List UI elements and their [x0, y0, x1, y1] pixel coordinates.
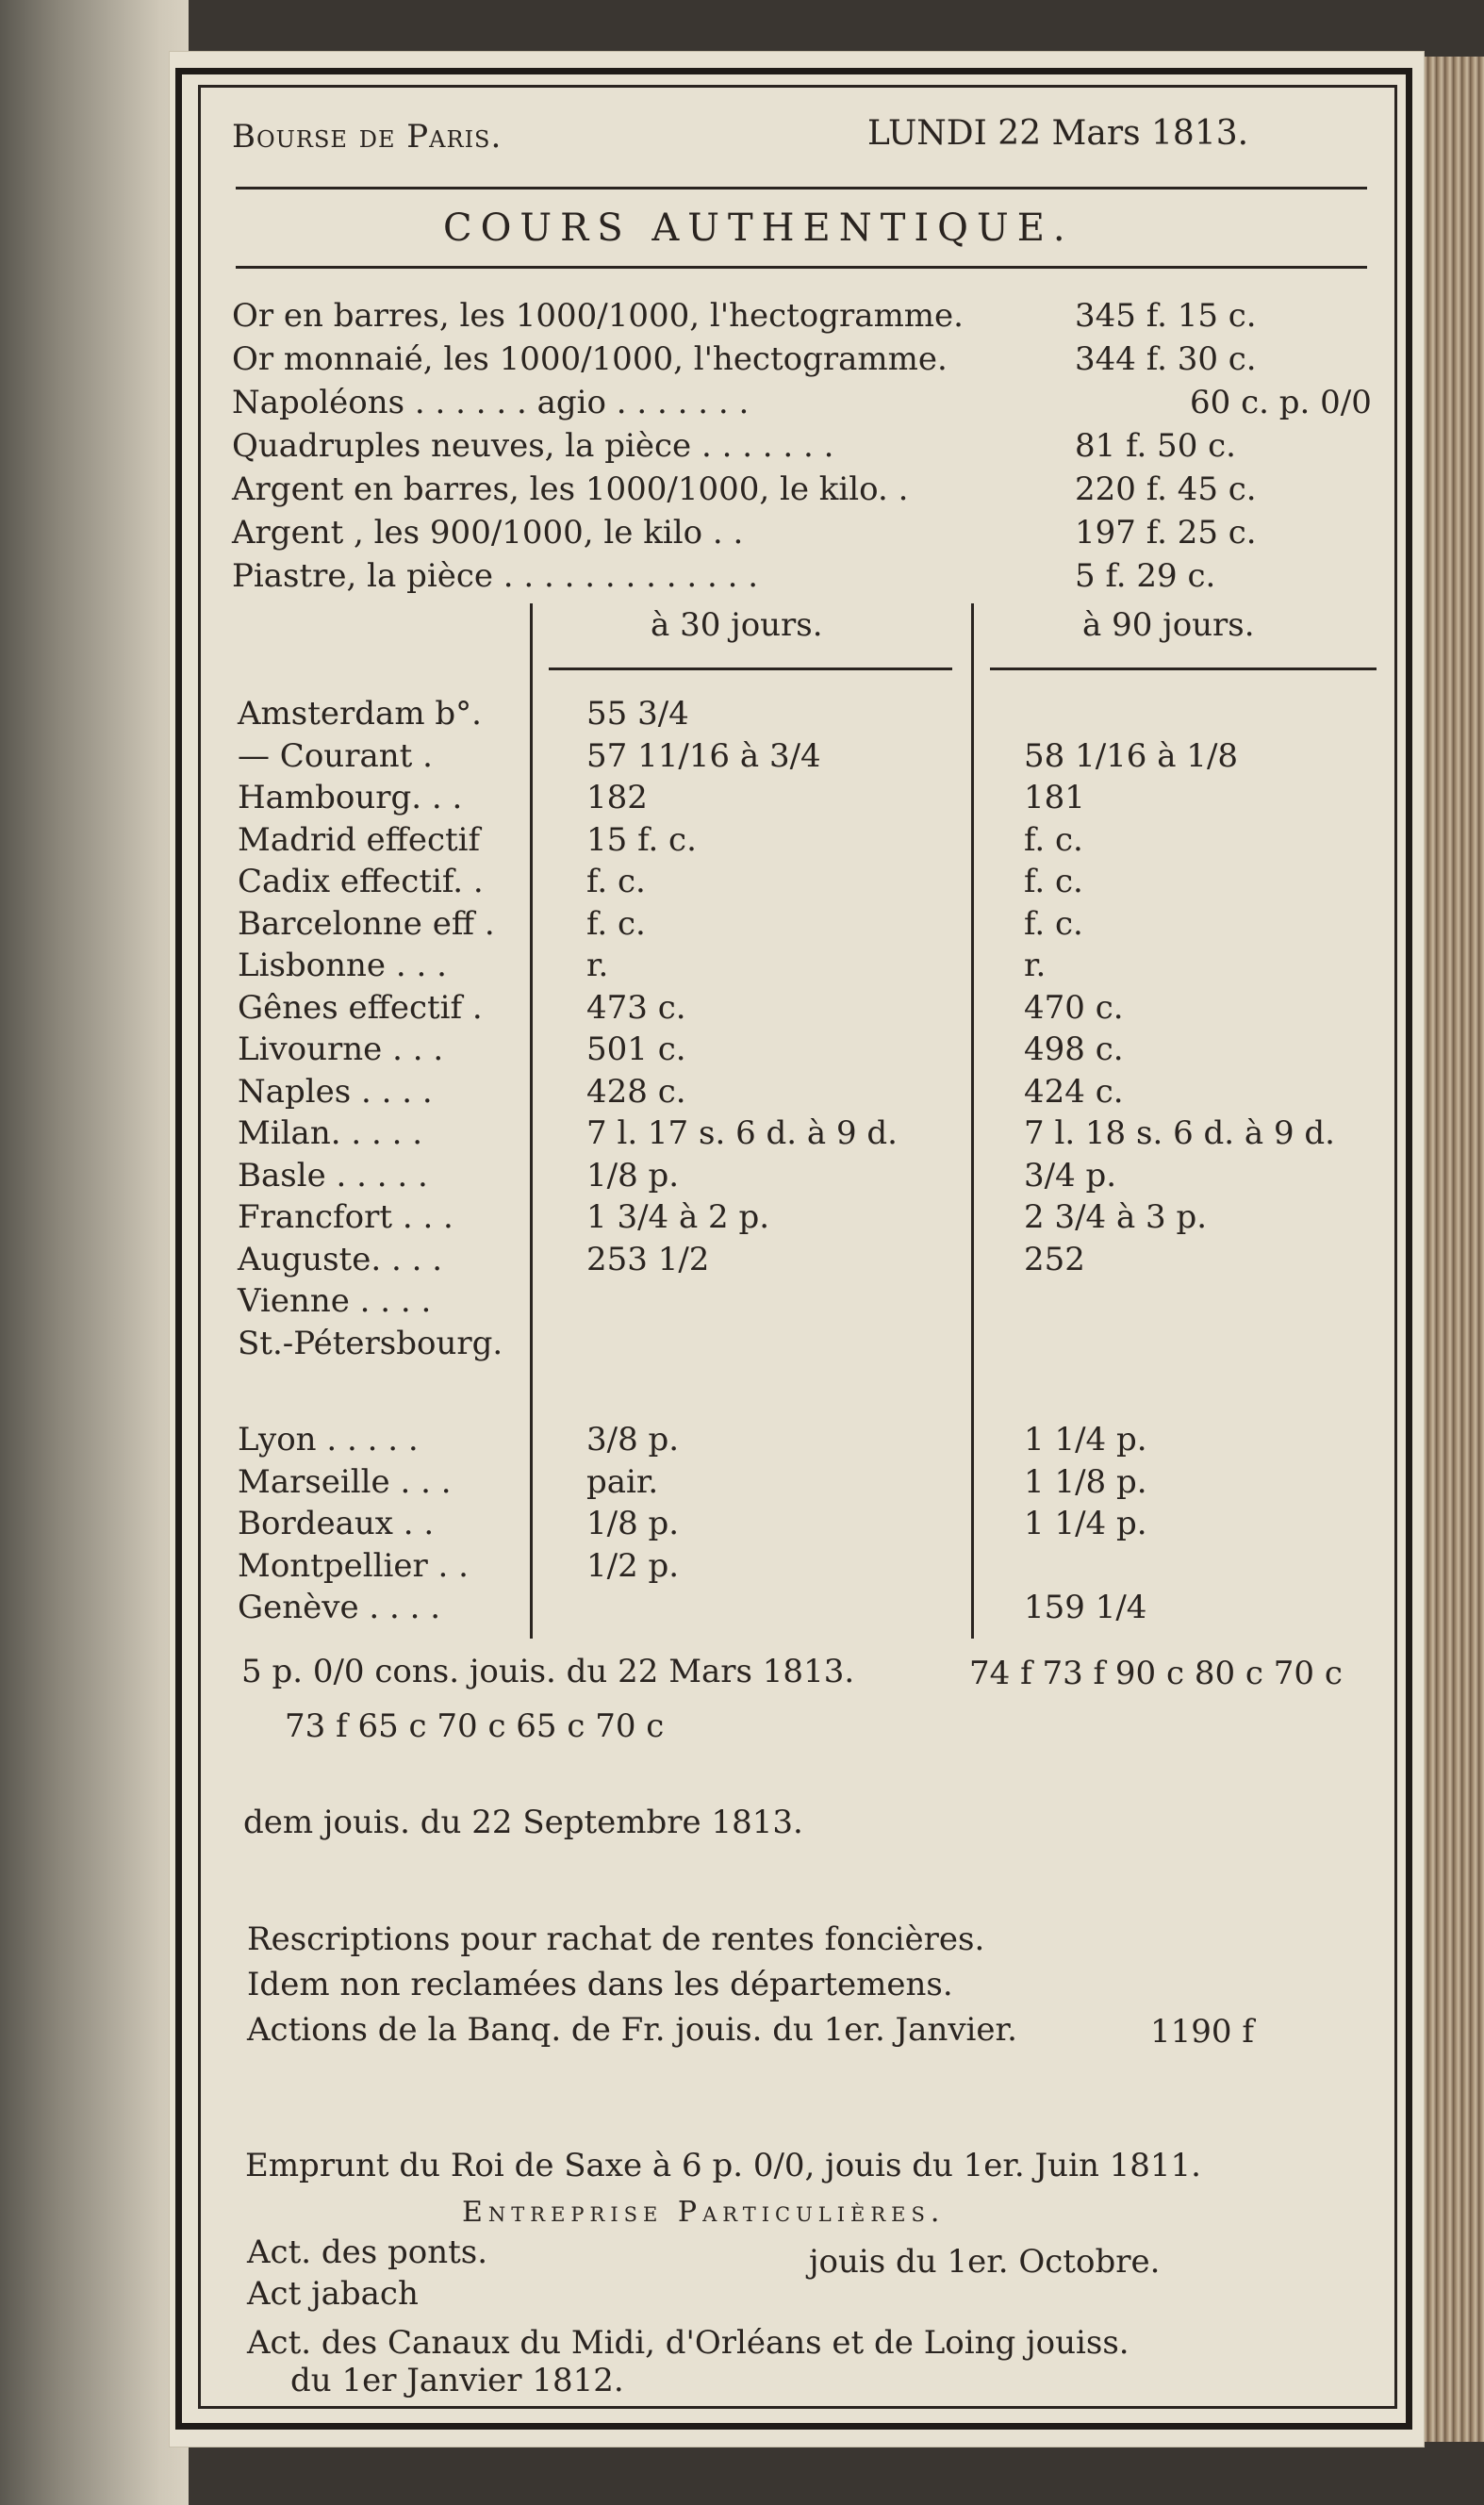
exchange-90-days: f. c.: [1024, 904, 1083, 943]
exchange-90-days: 470 c.: [1024, 988, 1124, 1027]
exchange-30-days: 1/8 p.: [586, 1505, 680, 1542]
rentes-values-2: 73 f 65 c 70 c 65 c 70 c: [285, 1707, 665, 1745]
rentes-values-1: 74 f 73 f 90 c 80 c 70 c: [969, 1655, 1343, 1692]
exchange-place: Naples . . . .: [238, 1072, 433, 1111]
exchange-30-days: 7 l. 17 s. 6 d. à 9 d.: [586, 1114, 898, 1152]
exchange-90-days: 7 l. 18 s. 6 d. à 9 d.: [1024, 1114, 1335, 1152]
exchange-place: Francfort . . .: [238, 1198, 453, 1236]
idem-line: Idem non reclamées dans les départemens.: [247, 1966, 953, 2003]
metal-value: 344 f. 30 c.: [1075, 340, 1257, 378]
exchange-place: Barcelonne eff .: [238, 904, 495, 943]
exchange-90-days: f. c.: [1024, 820, 1083, 859]
rentes-idem: dem jouis. du 22 Septembre 1813.: [243, 1804, 803, 1841]
metal-value: 81 f. 50 c.: [1075, 427, 1236, 465]
exchange-30-days: 182: [586, 779, 648, 816]
header-rule: [236, 187, 1367, 190]
exchange-place: Bordeaux . .: [238, 1505, 435, 1542]
metal-label: Napoléons . . . . . . agio . . . . . . .: [232, 384, 750, 421]
col-30-header: à 30 jours.: [651, 606, 823, 644]
metal-value: 60 c. p. 0/0: [1190, 384, 1372, 421]
exchange-place: Hambourg. . .: [238, 779, 463, 816]
exchange-90-days: 1 1/4 p.: [1024, 1421, 1147, 1459]
col-90-header: à 90 jours.: [1082, 606, 1255, 644]
exchange-30-days: 1 3/4 à 2 p.: [586, 1198, 770, 1236]
exchange-90-days: f. c.: [1024, 863, 1083, 900]
col-30-rule: [549, 667, 952, 670]
exchange-30-days: 1/8 p.: [586, 1156, 680, 1195]
header-date: LUNDI 22 Mars 1813.: [867, 114, 1249, 153]
exchange-30-days: 473 c.: [586, 988, 686, 1027]
exchange-place: Gênes effectif .: [238, 988, 483, 1027]
column-divider-right: [971, 603, 974, 1639]
exchange-place: Lisbonne . . .: [238, 947, 447, 984]
exchange-90-days: 424 c.: [1024, 1072, 1124, 1111]
exchange-place: Cadix effectif. .: [238, 863, 484, 900]
metal-label: Quadruples neuves, la pièce . . . . . . .: [232, 427, 834, 465]
exchange-30-days: 428 c.: [586, 1072, 686, 1111]
exchange-place: Livourne . . .: [238, 1030, 444, 1068]
exchange-30-days: 55 3/4: [586, 695, 689, 733]
left-book-page: [0, 0, 189, 2505]
metal-label: Argent en barres, les 1000/1000, le kilo. .: [232, 470, 909, 508]
exchange-place: — Courant .: [238, 736, 433, 775]
exchange-30-days: pair.: [586, 1462, 659, 1501]
entreprise-heading: Entreprise Particulières.: [462, 2196, 946, 2229]
exchange-30-days: f. c.: [586, 904, 646, 943]
exchange-30-days: 15 f. c.: [586, 820, 697, 859]
exchange-30-days: 253 1/2: [586, 1240, 710, 1278]
metal-value: 197 f. 25 c.: [1075, 514, 1257, 552]
emprunt-line: Emprunt du Roi de Saxe à 6 p. 0/0, jouis du 1er. Juin 1811.: [245, 2147, 1201, 2184]
exchange-90-days: 1 1/8 p.: [1024, 1462, 1147, 1501]
metal-value: 220 f. 45 c.: [1075, 470, 1257, 508]
exchange-90-days: r.: [1024, 947, 1047, 984]
column-divider-left: [530, 603, 533, 1639]
exchange-90-days: 498 c.: [1024, 1030, 1124, 1068]
exchange-place: Madrid effectif: [238, 820, 481, 859]
title-rule: [236, 266, 1367, 269]
ponts-jouis: jouis du 1er. Octobre.: [809, 2243, 1161, 2281]
actions-banque-line: Actions de la Banq. de Fr. jouis. du 1er. Janvier.: [247, 2011, 1017, 2049]
canaux-line: Act. des Canaux du Midi, d'Orléans et de Loing jouiss.: [247, 2324, 1129, 2362]
exchange-place: Montpellier . .: [238, 1546, 469, 1585]
exchange-90-days: 3/4 p.: [1024, 1156, 1117, 1195]
exchange-30-days: f. c.: [586, 863, 646, 900]
exchange-place: Basle . . . . .: [238, 1156, 428, 1195]
exchange-90-days: 58 1/16 à 1/8: [1024, 736, 1239, 775]
exchange-place: Amsterdam b°.: [238, 695, 482, 733]
exchange-30-days: 501 c.: [586, 1030, 686, 1068]
metal-label: Or monnaié, les 1000/1000, l'hectogramme.: [232, 340, 948, 378]
header-bourse: Bourse de Paris.: [232, 118, 503, 156]
col-90-rule: [990, 667, 1377, 670]
exchange-place: Milan. . . . .: [238, 1114, 422, 1152]
page-edges: [1419, 57, 1484, 2442]
exchange-place: Genève . . . .: [238, 1589, 441, 1626]
exchange-30-days: 1/2 p.: [586, 1546, 680, 1585]
jabach-line: Act jabach: [247, 2275, 419, 2313]
actions-banque-value: 1190 f: [1150, 2013, 1254, 2051]
exchange-90-days: 252: [1024, 1240, 1085, 1278]
exchange-30-days: r.: [586, 947, 609, 984]
exchange-place: Lyon . . . . .: [238, 1421, 419, 1459]
metal-label: Argent , les 900/1000, le kilo . .: [232, 514, 744, 552]
exchange-place: Auguste. . . .: [238, 1240, 442, 1278]
exchange-place: St.-Pétersbourg.: [238, 1324, 503, 1362]
rentes-label: 5 p. 0/0 cons. jouis. du 22 Mars 1813.: [241, 1653, 855, 1690]
metal-value: 345 f. 15 c.: [1075, 297, 1257, 335]
exchange-place: Vienne . . . .: [238, 1282, 432, 1320]
exchange-30-days: 57 11/16 à 3/4: [586, 736, 821, 775]
exchange-place: Marseille . . .: [238, 1462, 452, 1501]
exchange-90-days: 1 1/4 p.: [1024, 1505, 1147, 1542]
page-title: COURS AUTHENTIQUE.: [443, 206, 1074, 250]
metal-label: Piastre, la pièce . . . . . . . . . . . . .: [232, 557, 758, 595]
rescriptions-line: Rescriptions pour rachat de rentes foncières.: [247, 1920, 985, 1958]
canaux-line-2: du 1er Janvier 1812.: [290, 2362, 624, 2399]
exchange-90-days: 2 3/4 à 3 p.: [1024, 1198, 1208, 1236]
ponts-line: Act. des ponts.: [247, 2233, 488, 2271]
exchange-90-days: 159 1/4: [1024, 1589, 1147, 1626]
metal-label: Or en barres, les 1000/1000, l'hectogramme.: [232, 297, 964, 335]
exchange-30-days: 3/8 p.: [586, 1421, 680, 1459]
metal-value: 5 f. 29 c.: [1075, 557, 1216, 595]
exchange-90-days: 181: [1024, 779, 1085, 816]
